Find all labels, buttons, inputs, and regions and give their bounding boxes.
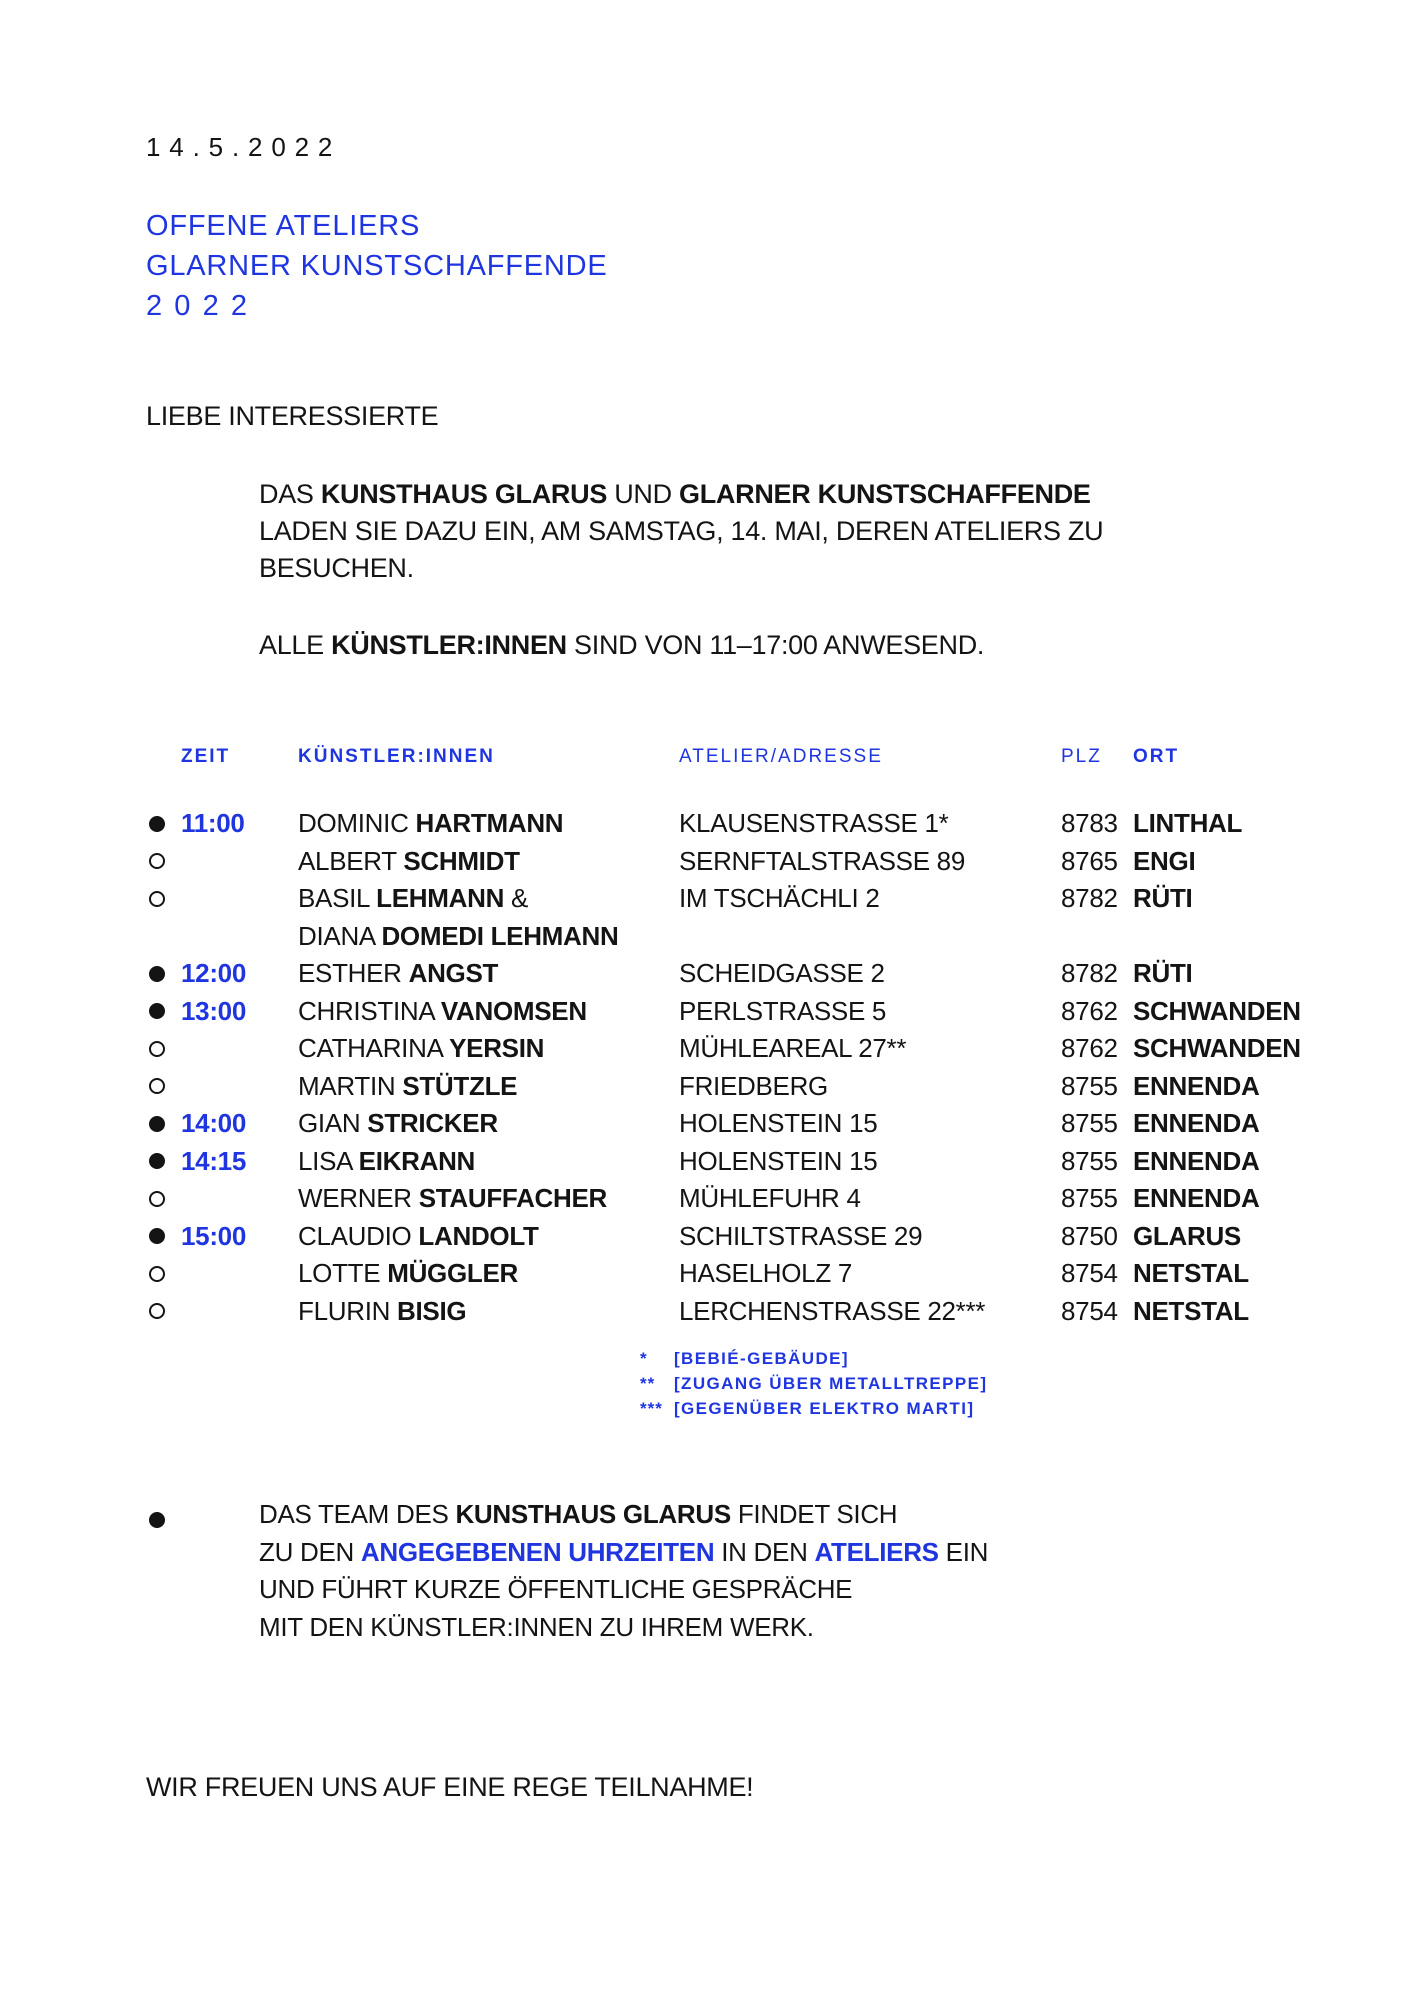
title-line-3: 2022 — [146, 290, 260, 322]
footnote-asterisk: * — [640, 1349, 648, 1368]
address-cell: SERNFTALSTRASSE 89 — [679, 845, 965, 876]
schedule-header-atelier-adresse: ATELIER/ADRESSE — [679, 746, 883, 767]
footnote-text: [BEBIÉ-GEBÄUDE] — [674, 1349, 849, 1368]
plz-cell: 8782 — [1061, 883, 1118, 913]
schedule-table — [0, 805, 1414, 1330]
time-cell: 13:00 — [181, 995, 246, 1026]
footnotes — [640, 1346, 987, 1421]
table-row — [0, 1218, 1414, 1256]
footnote-text: [ZUGANG ÜBER METALLTREPPE] — [674, 1374, 988, 1393]
time-cell: 12:00 — [181, 958, 246, 988]
address-cell: HASELHOLZ 7 — [679, 1258, 852, 1288]
table-row — [0, 880, 1414, 918]
footnote — [640, 1346, 987, 1371]
schedule-header-zeit: ZEIT — [181, 746, 231, 767]
table-row — [0, 843, 1414, 881]
time-cell: 14:00 — [181, 1108, 246, 1138]
artist-cell: FLURIN BISIG — [298, 1295, 467, 1326]
address-cell: MÜHLEAREAL 27** — [679, 1033, 907, 1063]
filled-dot-icon — [149, 816, 165, 832]
text-line: ALLE KÜNSTLER:INNEN SIND VON 11–17:00 ANWESEND. — [259, 630, 985, 660]
text-line: ZU DEN ANGEGEBENEN UHRZEITEN IN DEN ATELIERS EIN — [259, 1536, 989, 1567]
artist-cell: LOTTE MÜGGLER — [298, 1258, 519, 1288]
text-line: MIT DEN KÜNSTLER:INNEN ZU IHREM WERK. — [259, 1611, 814, 1642]
title-line-2: GLARNER KUNSTSCHAFFENDE — [146, 250, 608, 282]
footnote — [640, 1371, 987, 1396]
artist-cell: GIAN STRICKER — [298, 1108, 498, 1138]
ort-cell: SCHWANDEN — [1133, 995, 1301, 1026]
schedule-header-ort: ORT — [1133, 746, 1180, 767]
address-cell: FRIEDBERG — [679, 1070, 828, 1101]
artist-cell: DOMINIC HARTMANN — [298, 808, 564, 838]
artist-cell: LISA EIKRANN — [298, 1145, 476, 1176]
table-row — [0, 955, 1414, 993]
ort-cell: ENNENDA — [1133, 1145, 1260, 1176]
ort-cell: ENNENDA — [1133, 1070, 1260, 1101]
ort-cell: SCHWANDEN — [1133, 1033, 1301, 1063]
plz-cell: 8765 — [1061, 845, 1118, 876]
open-circle-icon — [149, 853, 165, 869]
plz-cell: 8755 — [1061, 1183, 1118, 1213]
ort-cell: RÜTI — [1133, 958, 1193, 988]
open-circle-icon — [149, 1041, 165, 1057]
plz-cell: 8762 — [1061, 995, 1118, 1026]
time-cell: 14:15 — [181, 1145, 246, 1176]
closing-line: WIR FREUEN UNS AUF EINE REGE TEILNAHME! — [146, 1772, 754, 1802]
open-circle-icon — [149, 1078, 165, 1094]
table-row — [0, 1105, 1414, 1143]
filled-dot-icon — [149, 1003, 165, 1019]
artist-cell: CHRISTINA VANOMSEN — [298, 995, 587, 1026]
artist-cell: MARTIN STÜTZLE — [298, 1070, 518, 1101]
plz-cell: 8783 — [1061, 808, 1118, 838]
text-line: UND FÜHRT KURZE ÖFFENTLICHE GESPRÄCHE — [259, 1574, 853, 1604]
artist-cell: WERNER STAUFFACHER — [298, 1183, 608, 1213]
team-note-bullet-icon — [149, 1512, 165, 1528]
team-note-paragraph — [259, 1496, 988, 1646]
artist-cell: ALBERT SCHMIDT — [298, 845, 520, 876]
time-cell: 15:00 — [181, 1220, 246, 1251]
table-row — [0, 805, 1414, 843]
table-row — [0, 918, 1414, 956]
ort-cell: NETSTAL — [1133, 1295, 1249, 1326]
table-row — [0, 1293, 1414, 1331]
open-circle-icon — [149, 1303, 165, 1319]
ort-cell: RÜTI — [1133, 883, 1193, 913]
table-row — [0, 993, 1414, 1031]
intro-paragraph — [259, 476, 1103, 587]
address-cell: SCHILTSTRASSE 29 — [679, 1220, 923, 1251]
filled-dot-icon — [149, 1228, 165, 1244]
table-row — [0, 1068, 1414, 1106]
plz-cell: 8755 — [1061, 1108, 1118, 1138]
table-row — [0, 1180, 1414, 1218]
ort-cell: LINTHAL — [1133, 808, 1243, 838]
artist-cell: DIANA DOMEDI LEHMANN — [298, 920, 619, 951]
address-cell: IM TSCHÄCHLI 2 — [679, 883, 880, 913]
footnote — [640, 1396, 987, 1421]
text-line: BESUCHEN. — [259, 553, 414, 583]
address-cell: HOLENSTEIN 15 — [679, 1108, 878, 1138]
address-cell: HOLENSTEIN 15 — [679, 1145, 878, 1176]
address-cell: MÜHLEFUHR 4 — [679, 1183, 861, 1213]
plz-cell: 8754 — [1061, 1295, 1118, 1326]
text-line: DAS KUNSTHAUS GLARUS UND GLARNER KUNSTSCHAFFENDE — [259, 479, 1091, 509]
letter-title — [146, 206, 608, 326]
artist-cell: BASIL LEHMANN & — [298, 883, 529, 913]
ort-cell: ENNENDA — [1133, 1108, 1260, 1138]
text-line: LADEN SIE DAZU EIN, AM SAMSTAG, 14. MAI, DEREN ATELIERS ZU — [259, 516, 1104, 546]
text-line: DAS TEAM DES KUNSTHAUS GLARUS FINDET SICH — [259, 1499, 898, 1529]
ort-cell: ENGI — [1133, 845, 1196, 876]
filled-dot-icon — [149, 1116, 165, 1132]
ort-cell: GLARUS — [1133, 1220, 1241, 1251]
time-cell: 11:00 — [181, 808, 245, 838]
address-cell: KLAUSENSTRASSE 1* — [679, 808, 949, 838]
plz-cell: 8750 — [1061, 1220, 1118, 1251]
presence-paragraph — [259, 627, 984, 664]
plz-cell: 8782 — [1061, 958, 1118, 988]
salutation: LIEBE INTERESSIERTE — [146, 401, 439, 431]
table-row — [0, 1255, 1414, 1293]
footnote-asterisk: *** — [640, 1399, 663, 1418]
table-row — [0, 1030, 1414, 1068]
artist-cell: ESTHER ANGST — [298, 958, 499, 988]
plz-cell: 8755 — [1061, 1070, 1118, 1101]
schedule-header-kuenstler: KÜNSTLER:INNEN — [298, 746, 495, 767]
plz-cell: 8762 — [1061, 1033, 1118, 1063]
filled-dot-icon — [149, 1153, 165, 1169]
address-cell: SCHEIDGASSE 2 — [679, 958, 885, 988]
footnote-text: [GEGENÜBER ELEKTRO MARTI] — [674, 1399, 975, 1418]
open-circle-icon — [149, 891, 165, 907]
table-row — [0, 1143, 1414, 1181]
artist-cell: CATHARINA YERSIN — [298, 1033, 545, 1063]
open-circle-icon — [149, 1266, 165, 1282]
letter-date: 14.5.2022 — [146, 132, 342, 162]
ort-cell: ENNENDA — [1133, 1183, 1260, 1213]
open-circle-icon — [149, 1191, 165, 1207]
ort-cell: NETSTAL — [1133, 1258, 1249, 1288]
schedule-header-plz: PLZ — [1061, 746, 1102, 767]
footnote-asterisk: ** — [640, 1374, 656, 1393]
filled-dot-icon — [149, 966, 165, 982]
title-line-1: OFFENE ATELIERS — [146, 210, 421, 242]
address-cell: LERCHENSTRASSE 22*** — [679, 1295, 986, 1326]
address-cell: PERLSTRASSE 5 — [679, 995, 887, 1026]
plz-cell: 8754 — [1061, 1258, 1118, 1288]
plz-cell: 8755 — [1061, 1145, 1118, 1176]
artist-cell: CLAUDIO LANDOLT — [298, 1220, 539, 1251]
